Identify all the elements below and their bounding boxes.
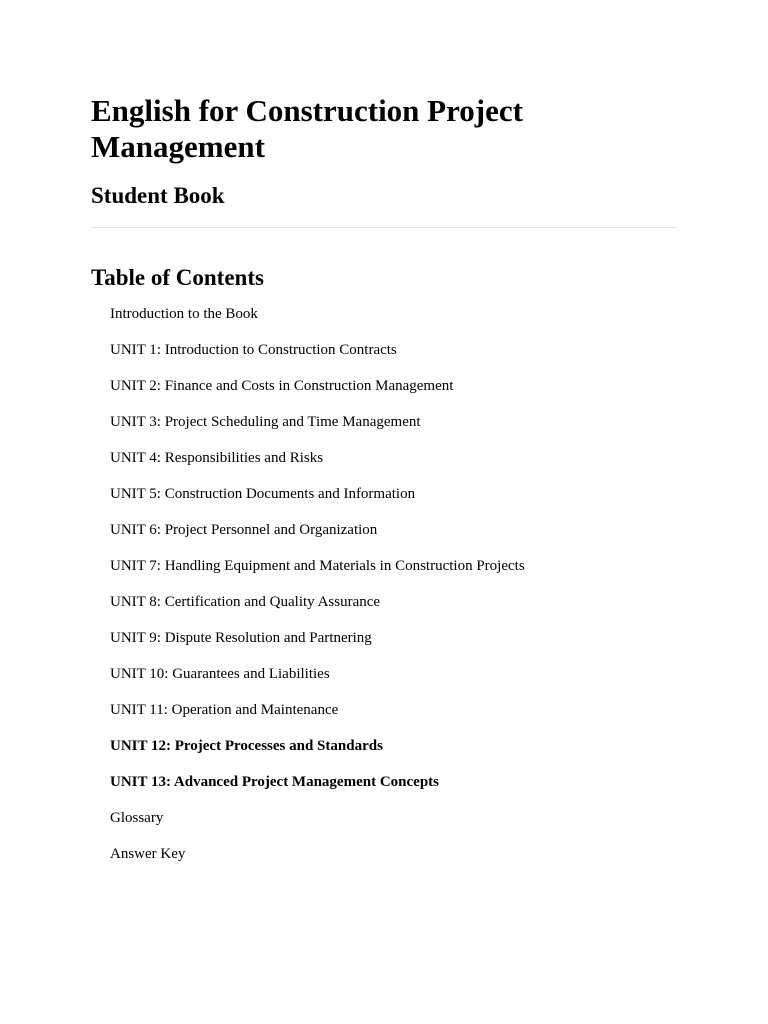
toc-item[interactable]: UNIT 6: Project Personnel and Organization <box>110 522 378 538</box>
toc-item[interactable]: UNIT 13: Advanced Project Management Concepts <box>110 774 439 790</box>
toc-item[interactable]: UNIT 10: Guarantees and Liabilities <box>110 666 330 682</box>
toc-item[interactable]: UNIT 11: Operation and Maintenance <box>110 702 339 718</box>
toc-item[interactable]: UNIT 5: Construction Documents and Information <box>110 486 416 502</box>
toc-list <box>91 305 677 863</box>
toc-item[interactable]: UNIT 2: Finance and Costs in Construction Management <box>110 378 454 394</box>
toc-item[interactable]: UNIT 9: Dispute Resolution and Partnering <box>110 630 372 646</box>
toc-item[interactable]: UNIT 8: Certification and Quality Assurance <box>110 594 381 610</box>
toc-heading: Table of Contents <box>91 265 264 290</box>
toc-item[interactable]: UNIT 1: Introduction to Construction Contracts <box>110 342 397 358</box>
toc-item[interactable]: UNIT 7: Handling Equipment and Materials in Construction Projects <box>110 558 525 574</box>
toc-item[interactable]: Introduction to the Book <box>110 306 258 322</box>
book-subtitle: Student Book <box>91 183 225 208</box>
toc-item[interactable]: Answer Key <box>110 846 186 862</box>
section-divider <box>91 227 677 228</box>
toc-item[interactable]: Glossary <box>110 810 164 826</box>
toc-item[interactable]: UNIT 4: Responsibilities and Risks <box>110 450 324 466</box>
toc-item[interactable]: UNIT 3: Project Scheduling and Time Management <box>110 414 421 430</box>
toc-item[interactable]: UNIT 12: Project Processes and Standards <box>110 738 383 754</box>
book-title: English for Construction Project Management <box>91 93 523 164</box>
